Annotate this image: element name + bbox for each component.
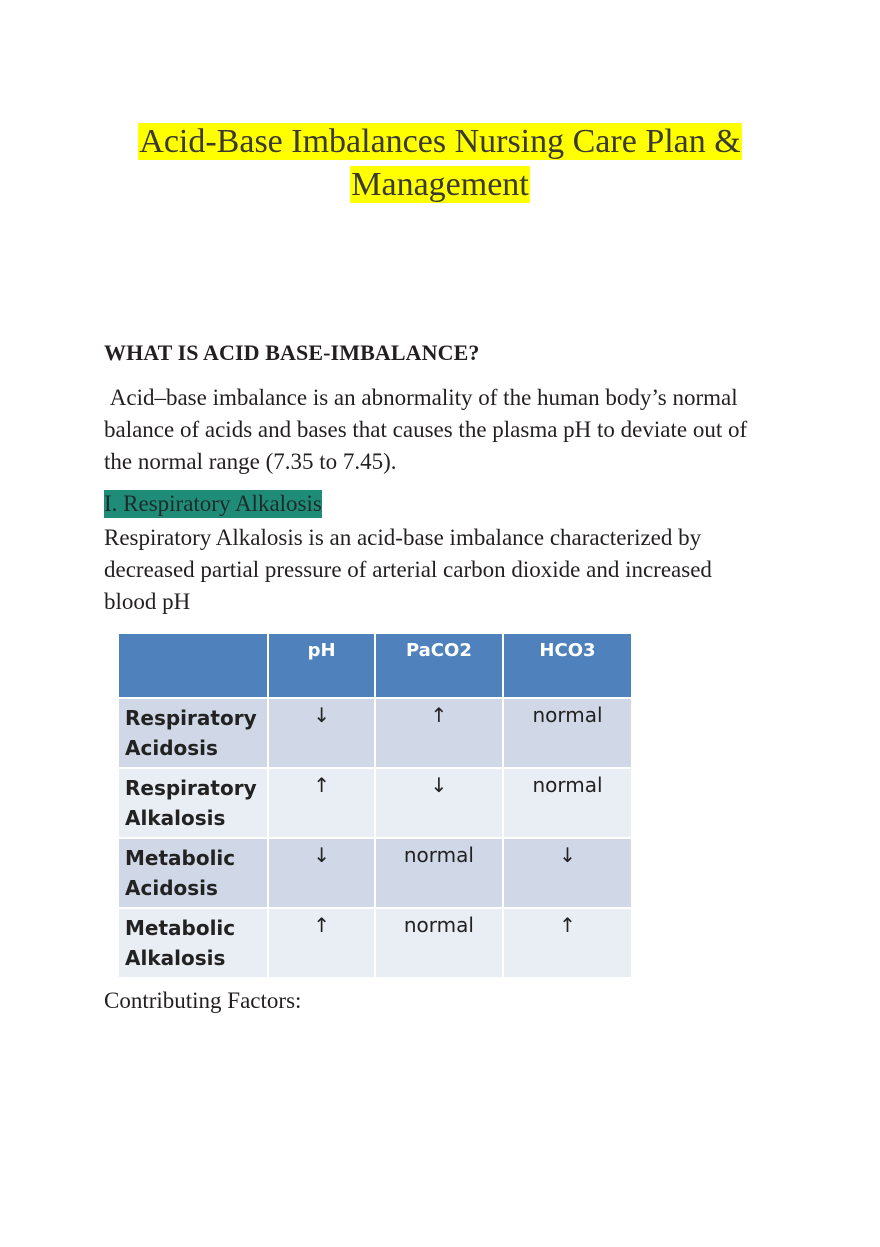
table-header-hco3: HCO3 xyxy=(503,633,632,698)
title-line-2: Management xyxy=(351,166,529,203)
paco2-cell: normal xyxy=(375,908,503,978)
row-label-line-1: Respiratory xyxy=(125,706,257,730)
hco3-cell: ↓ xyxy=(503,838,632,908)
row-label xyxy=(118,698,268,768)
acid-base-table xyxy=(117,632,633,979)
row-label-line-2: Acidosis xyxy=(125,876,218,900)
hco3-cell: ↑ xyxy=(503,908,632,978)
row-label-line-2: Acidosis xyxy=(125,736,218,760)
paco2-cell: ↓ xyxy=(375,768,503,838)
paco2-cell: normal xyxy=(375,838,503,908)
ph-cell: ↑ xyxy=(268,908,375,978)
section-heading: WHAT IS ACID BASE-IMBALANCE? xyxy=(104,340,480,365)
row-label-line-1: Metabolic xyxy=(125,846,236,870)
row-label-line-1: Metabolic xyxy=(125,916,236,940)
table-row xyxy=(118,908,632,978)
table-header-blank xyxy=(118,633,268,698)
row-label-line-1: Respiratory xyxy=(125,776,257,800)
row-label xyxy=(118,768,268,838)
hco3-cell: normal xyxy=(503,698,632,768)
table-header-ph: pH xyxy=(268,633,375,698)
table-header-row xyxy=(118,633,632,698)
respiratory-alkalosis-text: Respiratory Alkalosis is an acid-base imbalance characterized by decreased partial pressure of arterial carbon dioxide and increased blood pH xyxy=(104,525,712,614)
ph-cell: ↓ xyxy=(268,698,375,768)
hco3-cell: normal xyxy=(503,768,632,838)
paco2-cell: ↑ xyxy=(375,698,503,768)
row-label-line-2: Alkalosis xyxy=(125,806,226,830)
ph-cell: ↓ xyxy=(268,838,375,908)
table-row xyxy=(118,768,632,838)
ph-cell: ↑ xyxy=(268,768,375,838)
document-title xyxy=(0,120,880,206)
row-label-line-2: Alkalosis xyxy=(125,946,226,970)
title-line-1: Acid-Base Imbalances Nursing Care Plan & xyxy=(139,123,741,160)
row-label xyxy=(118,908,268,978)
contributing-factors-label: Contributing Factors: xyxy=(104,988,302,1013)
respiratory-alkalosis-heading: I. Respiratory Alkalosis xyxy=(104,491,322,516)
table-row xyxy=(118,838,632,908)
table-row xyxy=(118,698,632,768)
intro-paragraph: Acid–base imbalance is an abnormality of the human body’s normal balance of acids and bases that causes the plasma pH to deviate out of the normal range (7.35 to 7.45). xyxy=(104,385,753,474)
row-label xyxy=(118,838,268,908)
table-header-paco2: PaCO2 xyxy=(375,633,503,698)
